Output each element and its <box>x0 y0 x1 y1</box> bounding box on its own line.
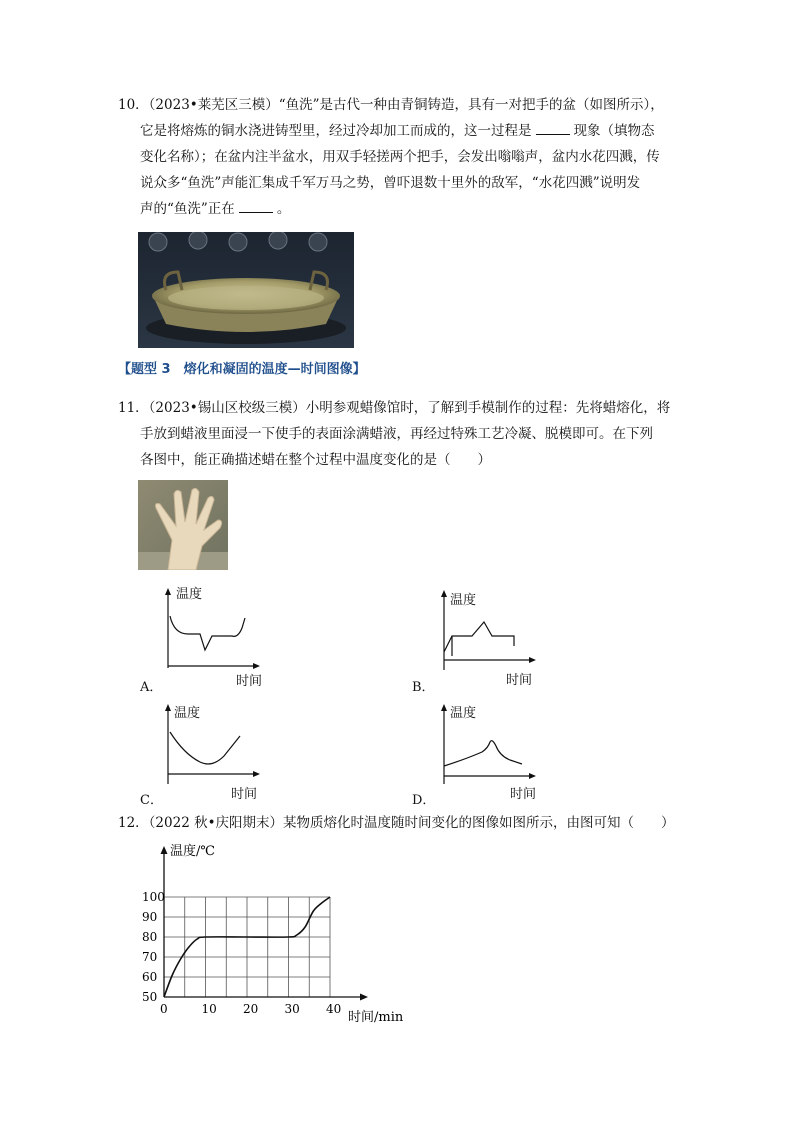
x-axis-arrow <box>360 994 368 1001</box>
y-tick-label: 50 <box>142 990 158 1004</box>
option-a-label[interactable]: A． <box>140 680 163 695</box>
q12-line1: 12．（2022 秋•庆阳期末）某物质熔化时温度随时间变化的图像如图所示，由图可知（ ） <box>118 815 675 831</box>
chart-x-axis-label: 时间/min <box>348 1010 404 1025</box>
y-axis-arrow <box>161 846 168 854</box>
q10-line5-suffix: 。 <box>276 201 291 217</box>
x-tick-label: 0 <box>160 1002 168 1016</box>
option-b-graph[interactable] <box>426 590 536 672</box>
y-tick-label: 60 <box>142 970 158 984</box>
option-d-label[interactable]: D． <box>412 793 436 808</box>
option-a-x-label: 时间 <box>236 674 263 689</box>
option-b-label[interactable]: B． <box>412 680 435 695</box>
q10-line3: 变化名称）；在盆内注半盆水，用双手轻搓两个把手，会发出嗡嗡声，盆内水花四溅，传 <box>140 149 660 165</box>
y-tick-label: 90 <box>142 910 158 924</box>
option-d-graph[interactable] <box>426 704 536 786</box>
x-tick-label: 10 <box>201 1002 217 1016</box>
question-11 <box>118 395 678 473</box>
q10-line5-text: 声的“鱼洗”正在 <box>140 201 235 217</box>
option-c-y-label: 温度 <box>174 706 201 721</box>
answer-blank-2[interactable] <box>239 198 273 213</box>
section-heading-type3: 【题型 3 熔化和凝固的温度—时间图像】 <box>118 362 366 377</box>
option-c-x-label: 时间 <box>231 787 258 802</box>
q10-line2-text: 它是将熔炼的铜水浇进铸型里，经过冷却加工而成的，这一过程是 <box>140 123 532 139</box>
option-d-y-label: 温度 <box>450 706 477 721</box>
y-tick-label: 100 <box>142 890 165 904</box>
option-b-y-label: 温度 <box>450 593 477 608</box>
option-b-x-label: 时间 <box>506 673 533 688</box>
q10-line5 <box>118 196 678 222</box>
wax-hand-photo <box>138 480 228 570</box>
q11-line2: 手放到蜡液里面浸一下使手的表面涂满蜡液，再经过特殊工艺冷凝、脱模即可。在下列 <box>140 426 653 442</box>
y-tick-label: 70 <box>142 950 158 964</box>
question-10 <box>118 92 678 222</box>
chart-y-axis-label: 温度/℃ <box>170 844 215 859</box>
q11-line1: 11．（2023•锡山区校级三模）小明参观蜡像馆时，了解到手模制作的过程：先将蜡熔化，将 <box>118 400 671 416</box>
bronze-basin-photo <box>138 232 354 348</box>
q10-line4: 说众多“鱼洗”声能汇集成千军万马之势，曾吓退数十里外的敌军，“水花四溅”说明发 <box>140 175 641 191</box>
q10-line2 <box>118 118 678 144</box>
option-d-x-label: 时间 <box>510 787 537 802</box>
answer-blank-1[interactable] <box>536 120 570 135</box>
q10-line2-suffix: 现象（填物态 <box>573 123 655 139</box>
option-a-y-label: 温度 <box>176 587 203 602</box>
x-tick-label: 20 <box>243 1002 259 1016</box>
option-c-graph[interactable] <box>150 704 260 786</box>
y-tick-label: 80 <box>142 930 158 944</box>
x-tick-label: 40 <box>326 1002 342 1016</box>
x-tick-label: 30 <box>284 1002 300 1016</box>
q11-line3: 各图中，能正确描述蜡在整个过程中温度变化的是（ ） <box>140 452 491 468</box>
q10-line1: 10．（2023•莱芜区三模）“鱼洗”是古代一种由青铜铸造，具有一对把手的盆（如图所示）， <box>118 97 664 113</box>
option-c-label[interactable]: C． <box>140 793 163 808</box>
question-12 <box>118 810 678 836</box>
q12-temperature-chart <box>120 842 420 1027</box>
option-a-graph[interactable] <box>150 588 260 670</box>
